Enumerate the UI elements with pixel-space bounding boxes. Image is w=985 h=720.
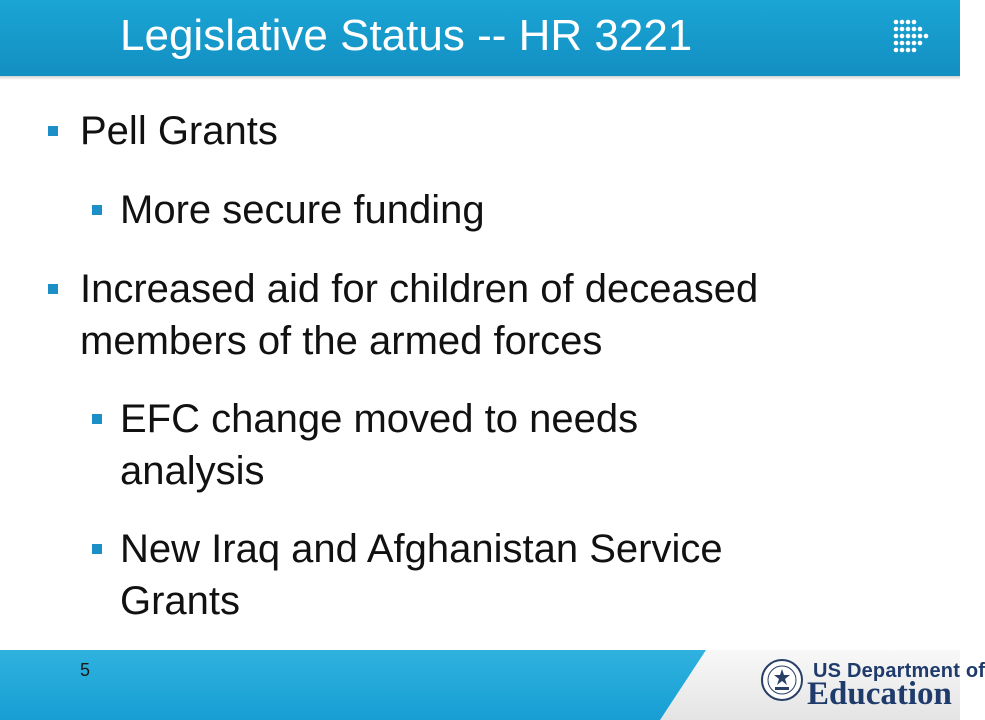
dept-logo-line1: US Department of [813,660,985,682]
dept-logo-line2: Education [807,676,952,712]
slide-title: Legislative Status -- HR 3221 [120,11,693,60]
bullet-marker [92,414,102,424]
bullet-text: New Iraq and Afghanistan Service [120,527,723,571]
bullet-marker [92,544,102,554]
page-number: 5 [80,660,91,680]
dots-arrow-icon [892,18,932,58]
bullet-text: members of the armed forces [80,319,603,363]
bullet-marker [92,205,102,215]
bullet-marker [48,126,58,136]
bullet-text: Increased aid for children of deceased [80,267,759,311]
department-seal-icon [760,658,804,702]
bullet-text: Grants [120,579,241,623]
bullet-text: EFC change moved to needs [120,397,639,441]
bullet-text: Pell Grants [80,109,278,153]
footer-bar [0,650,985,720]
bullet-text: More secure funding [120,188,485,232]
bullet-text: analysis [120,449,265,493]
bullet-marker [48,284,58,294]
title-bar [0,0,960,76]
